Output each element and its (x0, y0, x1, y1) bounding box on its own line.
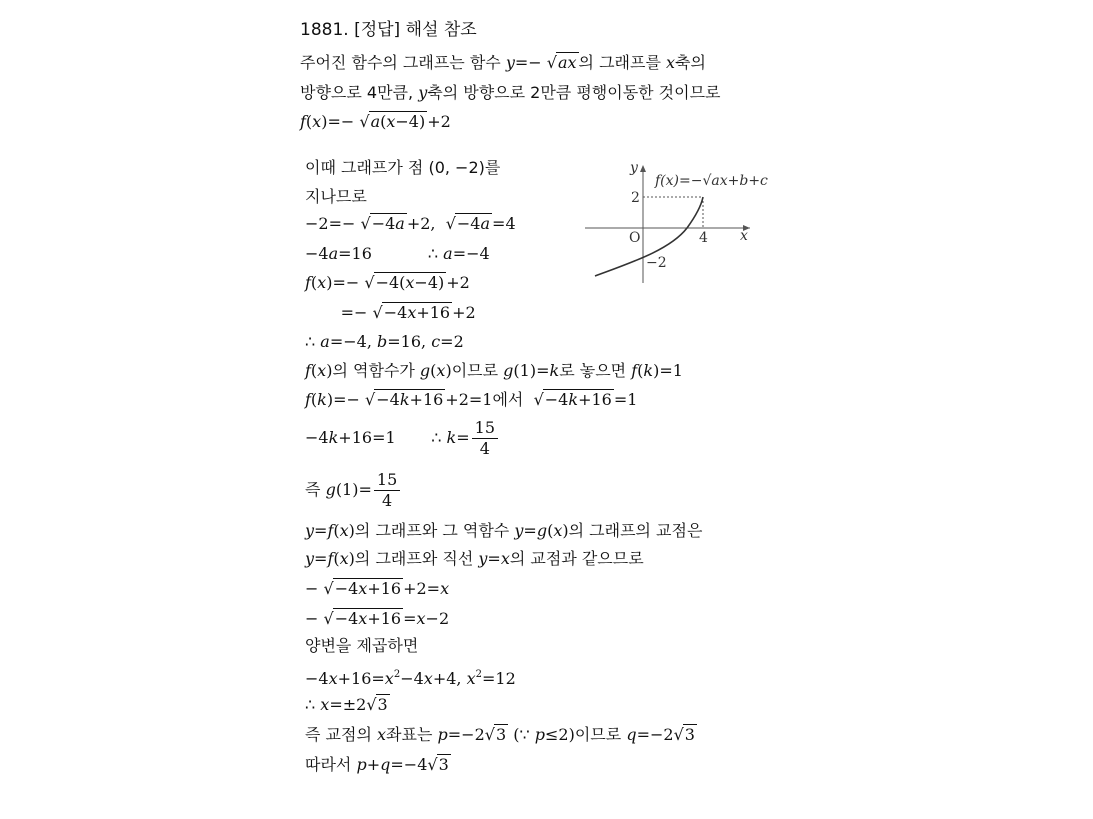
y-axis-label: y (630, 160, 638, 176)
y-tick-neg2: −2 (646, 255, 667, 271)
shifted-function: f(x)=− √a(x−4) +2 (300, 112, 451, 131)
intro-line-2: 방향으로 4만큼, y축의 방향으로 2만큼 평행이동한 것이므로 (300, 83, 721, 102)
g1-value: 즉 g(1)= $\frac{15}{4}$ (305, 470, 402, 511)
x-axis-label: x (740, 228, 748, 244)
constants-result: ∴ a=−4, b=16, c=2 (305, 332, 464, 351)
square-both-sides: 양변을 제곱하면 (305, 636, 419, 655)
function-f-1: f(x)=− √−4(x−4) +2 (305, 273, 470, 292)
intersection-line-1: y=f(x)의 그래프와 그 역함수 y=g(x)의 그래프의 교점은 (305, 521, 703, 540)
intersection-equation-1: − √−4x+16 +2=x (305, 579, 450, 598)
y-axis-arrow (640, 165, 646, 172)
passes-point-line-2: 지나므로 (305, 187, 367, 206)
x-values: ∴ x=±2√3 (305, 695, 388, 714)
inverse-setup: f(x)의 역함수가 g(x)이므로 g(1)=k로 놓으면 f(k)=1 (305, 361, 683, 380)
final-answer: 따라서 p+q=−4√3 (305, 755, 449, 774)
intersection-equation-2: − √−4x+16 =x−2 (305, 609, 450, 628)
function-f-2: =− √−4x+16 +2 (340, 303, 476, 322)
passes-point-line: 이때 그래프가 점 (0, −2)를 (305, 158, 501, 177)
function-graph (585, 155, 800, 285)
k-solution: −4k+16=1 ∴ k= $\frac{15}{4}$ (305, 418, 500, 459)
intro-line-1: 주어진 함수의 그래프는 함수 y=− √ax 의 그래프를 x축의 (300, 53, 706, 72)
problem-title: 1881. [정답] 해설 참조 (300, 20, 477, 40)
fk-equation: f(k)=− √−4k+16 +2=1에서 √−4k+16 =1 (305, 390, 638, 409)
intersection-line-2: y=f(x)의 그래프와 직선 y=x의 교점과 같으므로 (305, 549, 644, 568)
quadratic-equation: $-4x+16=x^2-4x+4$, $x^2=12$ (305, 669, 516, 688)
equation-a-2: −4a=16 ∴ a=−4 (305, 244, 490, 263)
equation-a-1: −2=− √−4a +2, √−4a =4 (305, 214, 516, 233)
pq-values: 즉 교점의 x좌표는 p=−2√3 (∵ p≤2)이므로 q=−2√3 (305, 725, 695, 744)
curve-label: f(x)=−√ax+b+c (655, 173, 768, 189)
y-tick-2: 2 (631, 190, 640, 206)
x-tick-4: 4 (699, 230, 708, 246)
origin-label: O (629, 230, 641, 246)
